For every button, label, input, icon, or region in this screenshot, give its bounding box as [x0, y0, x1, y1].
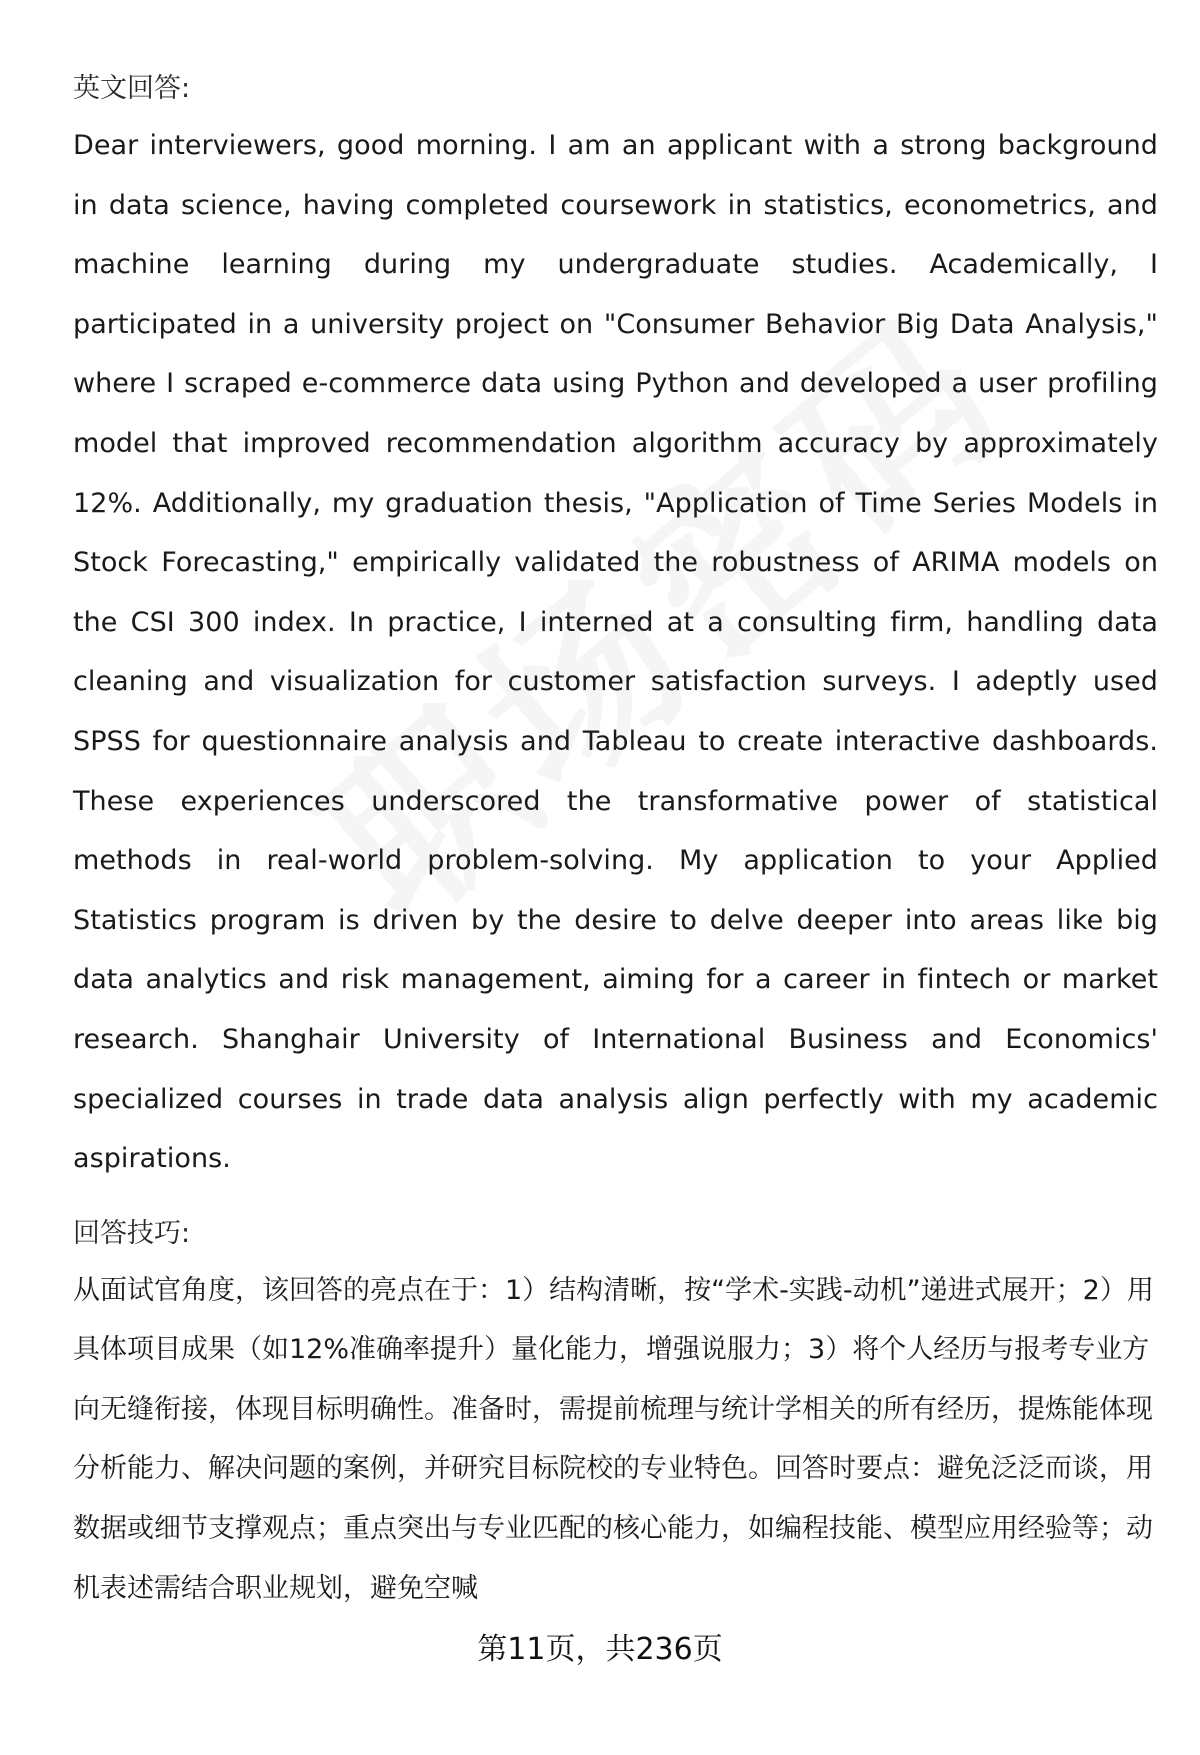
page-number: 第11页，共236页 — [477, 1632, 723, 1667]
section-spacer — [73, 1189, 1158, 1207]
english-answer-heading: 英文回答: — [73, 73, 191, 104]
page-content — [73, 62, 1158, 1618]
answer-tips-paragraph: 从面试官角度，该回答的亮点在于：1）结构清晰，按“学术-实践-动机”递进式展开；2）用具体项目成果（如12%准确率提升）量化能力，增强说服力；3）将个人经历与报考专业方向无缝衔接，体现目标明确性。准备时，需提前梳理与统计学相关的所有经历，提炼能体现分析能力、解决问题的案例，并研究目标院校的专业特色。回答时要点：避免泛泛而谈，用数据或细节支撑观点；重点突出与专业匹配的核心能力，如编程技能、模型应用经验等；动机表述需结合职业规划，避免空喊 — [73, 1274, 1154, 1604]
english-answer-paragraph: Dear interviewers, good morning. I am an applicant with a strong background in data science, having completed coursework in statistics, econometrics, and machine learning during my undergraduate studies. Academically, I participated in a university project on "Consumer Behavior Big Data Analysis," where I scraped e-commerce data using Python and developed a user profiling model that improved recommendation algorithm accuracy by approximately 12%. Additionally, my graduation thesis, "Application of Time Series Models in Stock Forecasting," empirically validated the robustness of ARIMA models on the CSI 300 index. In practice, I interned at a consulting firm, handling data cleaning and visualization for customer satisfaction surveys. I adeptly used SPSS for questionnaire analysis and Tableau to create interactive dashboards. These experiences underscored the transformative power of statistical methods in real-world problem-solving. My application to your Applied Statistics program is driven by the desire to delve deeper into areas like big data analytics and risk management, aiming for a career in fintech or market research. Shanghair University of International Business and Economics' specialized courses in trade data analysis align perfectly with my academic aspirations. — [73, 130, 1158, 1175]
answer-tips-heading: 回答技巧: — [73, 1217, 191, 1249]
